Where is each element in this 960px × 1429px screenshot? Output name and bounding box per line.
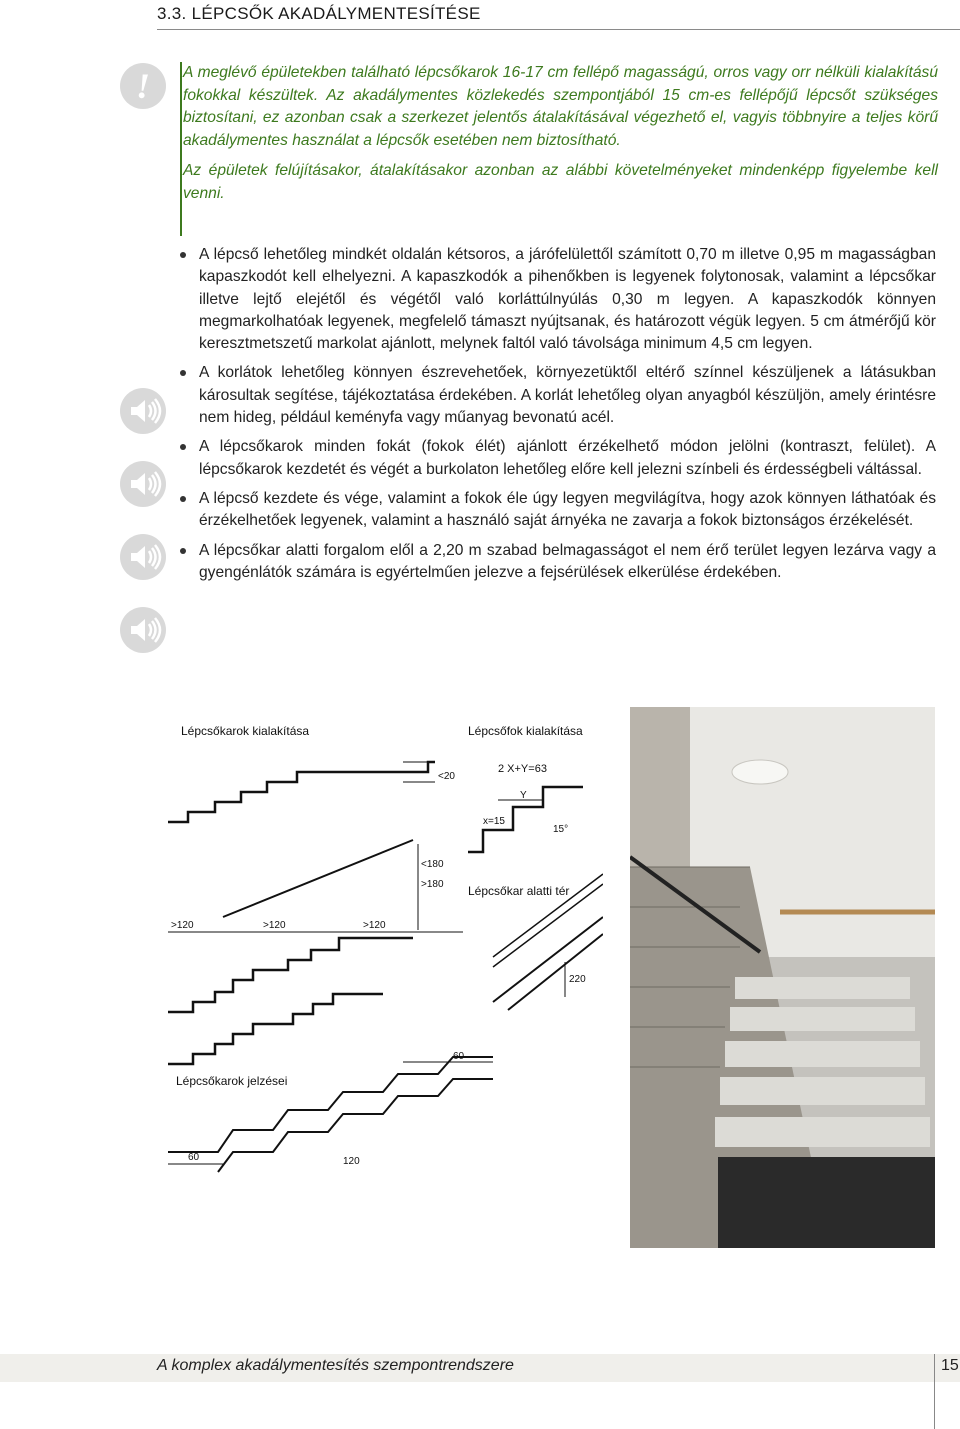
intro-paragraph: A meglévő épületekben található lépcsőkarok 16-17 cm fellépő magasságú, orros vagy orr nélküli kialakítású fokokkal készültek. Az akadálymentes közlekedés szempontjából 15 cm-es fellépőjű lépcsőt szükséges biztosítani, ez azonban csak a szerkezet jelentős átalakításával végezhető el, vagyis többnyire a teljes körű akadálymentes használat a lépcsők esetében nem biztosítható. [183,64,938,149]
bullet-icon [180,444,186,450]
speaker-icon [120,388,166,434]
label-x15: x=15 [483,816,505,827]
bullet-icon [180,252,186,258]
bullet-icon [180,548,186,554]
label-120: 120 [343,1156,360,1167]
requirements-list [180,244,936,591]
label-60-top: 60 [453,1051,465,1062]
label-gt120-c: >120 [363,920,386,931]
stair-profile-bottom [168,938,413,1012]
speaker-icon [120,607,166,653]
bullet-icon [180,496,186,502]
list-item-text: A lépcső lehetőleg mindkét oldalán kétsoros, a járófelülettől számított 0,70 m illetve 0,95 m magasságban kapaszkodót kell elhelyezni. A kapaszkodók a pihenőkben is legyenek folytonosak, valamint a lépcsőkar illetve lejtő elejétől és végétől való korláttúlnyúlás 0,30 m legyen. A kapaszkodók könnyen megmarkolhatóak legyenek, megfelelő támaszt nyújtsanak, és határozott végük legyen. 5 cm átmérőjű kör keresztmetszetű markolat ajánlott, melynek faltól való távolsága minimum 4,5 cm legyen. [199,246,936,353]
label-ge180: >180 [421,879,444,890]
list-item [180,244,936,355]
stair-profile-top [168,762,435,822]
list-item [180,436,936,481]
label-y: Y [520,790,527,801]
list-item-text: A korlátok lehetőleg könnyen észrevehetőek, környezetüktől eltérő színnel készüljenek a látásukban károsultak segítése, tájékoztatása érdekében. A korlát lehetőleg olyan anyagból készüljön, amely érintésre nem hideg, például keményfa vagy műanyag bevonatú acél. [199,364,936,427]
diagram-title-markings: Lépcsőkarok jelzései [176,1074,288,1088]
list-item-text: A lépcsőkar alatti forgalom elől a 2,20 m szabad belmagasságot el nem érő terület legyen lezárva vagy a gyengénlátók számára is egyértelműen jelezve a fejsérülések elkerülése érdekében. [199,541,936,581]
exclamation-icon: ! [120,63,166,109]
page-number: 15 [941,1357,959,1374]
label-lt180: <180 [421,859,444,870]
staircase-photo [630,707,935,1248]
intro-paragraph-2: Az épületek felújításakor, átalakításakor azonban az alábbi követelményeket mindenképp figyelembe kell venni. [183,162,938,202]
stair-marking-profile [168,1057,493,1152]
diagram-title-step: Lépcsőfok kialakítása [468,724,583,738]
speaker-icon [120,534,166,580]
speaker-icon [120,461,166,507]
heading-divider [157,29,960,30]
label-lt20: <20 [438,771,455,782]
stair-design-diagram [163,712,603,1182]
diagram-title-under-stair: Lépcsőkar alatti tér [468,884,570,898]
footer-title: A komplex akadálymentesítés szempontrendszere [157,1357,514,1374]
formula-label: 2 X+Y=63 [498,763,547,775]
label-60-left: 60 [188,1152,200,1163]
list-item-text: A lépcsőkarok minden fokát (fokok élét) ajánlott érzékelhető módon jelölni (kontraszt, felület). A lépcsőkarok kezdetét és végét a burkolaton lehetőleg előre kell jelezni színbeli és érdességbeli váltással. [199,438,936,478]
list-item [180,540,936,585]
label-220: 220 [569,974,586,985]
section-heading: 3.3. LÉPCSŐK AKADÁLYMENTESÍTÉSE [157,4,481,23]
label-angle: 15° [553,824,569,835]
intro-callout [180,62,938,236]
list-item [180,362,936,429]
footer-divider [934,1354,935,1429]
diagram-title-stair-flights: Lépcsőkarok kialakítása [181,724,310,738]
label-gt120-a: >120 [171,920,194,931]
list-item-text: A lépcső kezdete és vége, valamint a fokok éle úgy legyen megvilágítva, hogy azok könnyen láthatóak és érzékelhetőek legyenek, valamint a használó saját árnyéka ne zavarja a fokok biztonságos érzékelését. [199,489,936,530]
bullet-icon [180,370,186,376]
list-item [180,488,936,533]
label-gt120-b: >120 [263,920,286,931]
